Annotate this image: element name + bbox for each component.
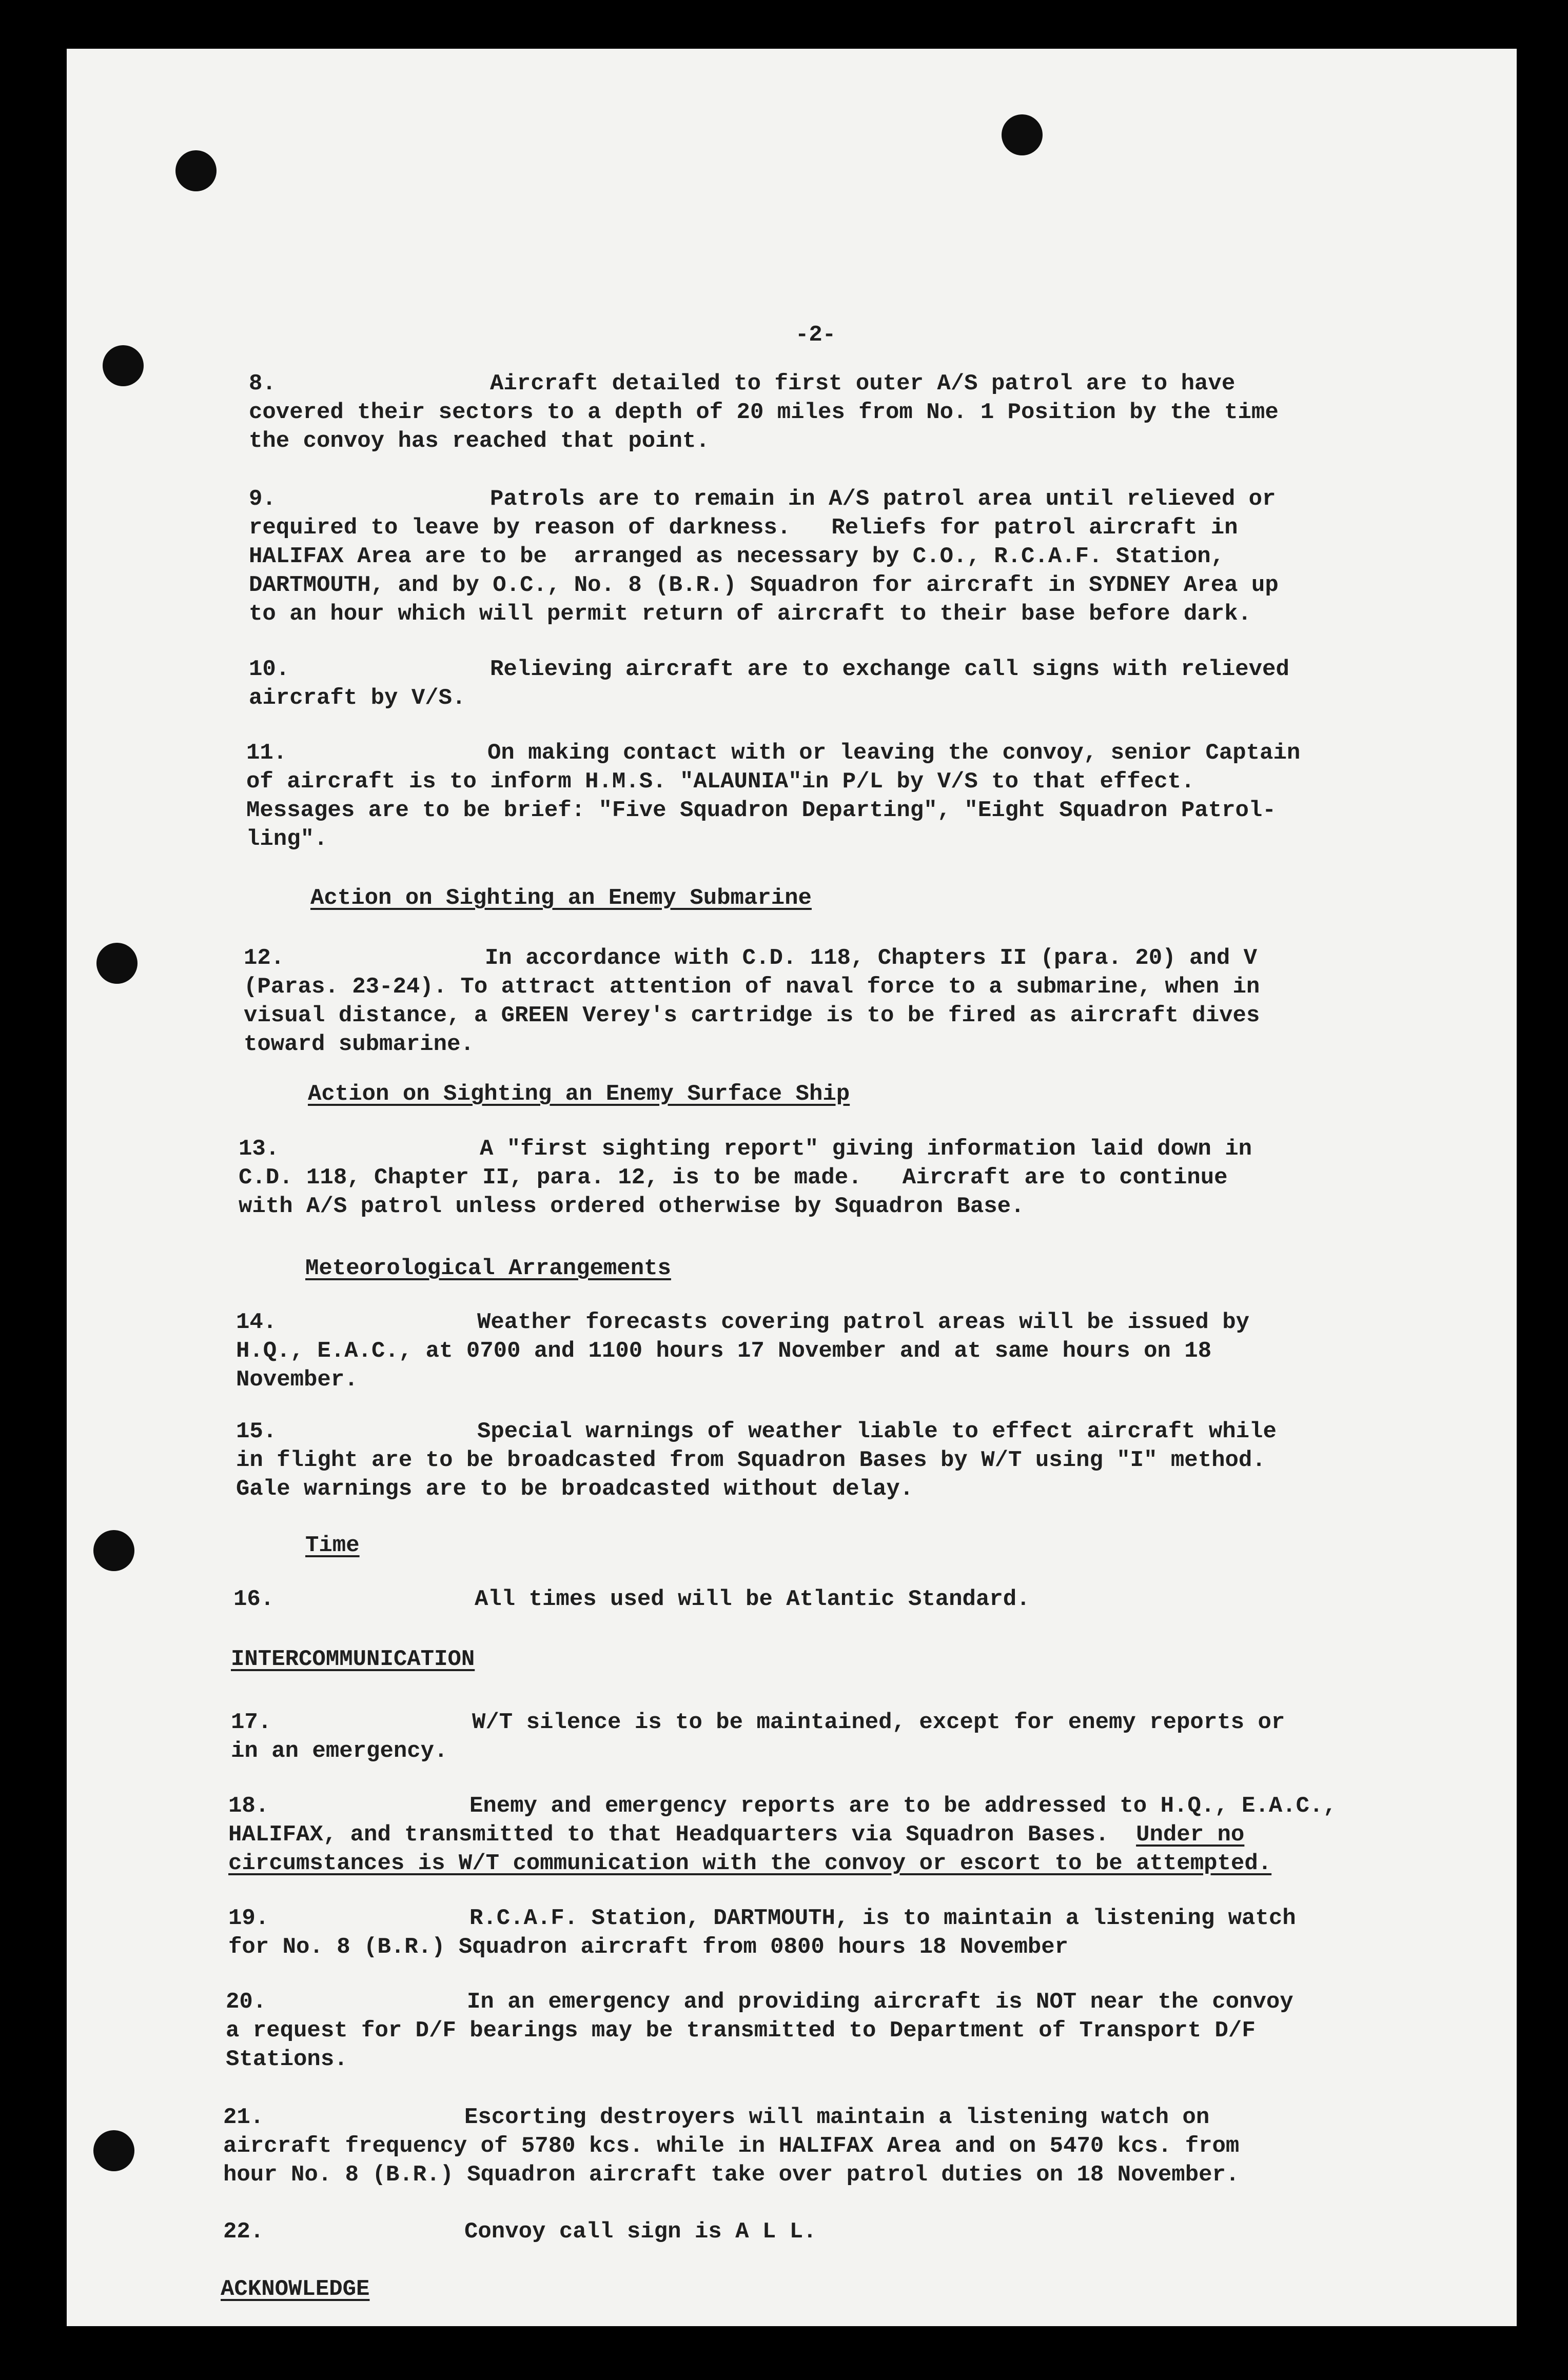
paragraph-line: to an hour which will permit return of aircraft to their base before dark. bbox=[249, 601, 1251, 627]
paragraph-line: toward submarine. bbox=[244, 1032, 474, 1057]
paragraph-line: Convoy call sign is A L L. bbox=[464, 2219, 817, 2245]
paragraph-line: A "first sighting report" giving information laid down in bbox=[480, 1136, 1252, 1162]
paragraph-line: H.Q., E.A.C., at 0700 and 1100 hours 17 November and at same hours on 18 bbox=[236, 1338, 1212, 1364]
paragraph-line: covered their sectors to a depth of 20 miles from No. 1 Position by the time bbox=[249, 400, 1279, 425]
paragraph-line: circumstances is W/T communication with the convoy or escort to be attempted. bbox=[228, 1851, 1272, 1876]
paragraph-11 bbox=[246, 739, 1442, 854]
heading-meteorological: Meteorological Arrangements bbox=[305, 1256, 671, 1281]
paragraph-line: ling". bbox=[246, 826, 328, 852]
paragraph-line: Aircraft detailed to first outer A/S patrol are to have bbox=[490, 371, 1236, 396]
paragraph-line: Stations. bbox=[226, 2047, 348, 2072]
paragraph-line: November. bbox=[236, 1367, 358, 1393]
paragraph-line: aircraft by V/S. bbox=[249, 685, 466, 711]
paragraph-number: 13. bbox=[239, 1136, 280, 1162]
paragraph-14 bbox=[236, 1308, 1432, 1394]
paragraph-10 bbox=[249, 655, 1444, 712]
paragraph-number: 12. bbox=[244, 945, 285, 971]
paragraph-number: 17. bbox=[231, 1710, 272, 1735]
page-number: -2- bbox=[795, 322, 836, 348]
paragraph-number: 9. bbox=[249, 486, 276, 512]
paragraph-18 bbox=[228, 1792, 1424, 1878]
paragraph-number: 11. bbox=[246, 740, 287, 766]
paragraph-line: Gale warnings are to be broadcasted without delay. bbox=[236, 1476, 914, 1502]
paragraph-line: In accordance with C.D. 118, Chapters II (para. 20) and V bbox=[485, 945, 1258, 971]
paragraph-21 bbox=[223, 2103, 1419, 2189]
paragraph-line bbox=[228, 1820, 1424, 1849]
underlined-text: Under no bbox=[1136, 1822, 1245, 1848]
paragraph-number: 22. bbox=[223, 2219, 264, 2245]
paragraph-20 bbox=[226, 1988, 1421, 2074]
heading-intercommunication: INTERCOMMUNICATION bbox=[231, 1647, 475, 1672]
paragraph-12 bbox=[244, 944, 1439, 1059]
paragraph-line: for No. 8 (B.R.) Squadron aircraft from 0800 hours 18 November bbox=[228, 1934, 1069, 1960]
paragraph-line: Special warnings of weather liable to effect aircraft while bbox=[477, 1419, 1277, 1444]
paragraph-line: a request for D/F bearings may be transmitted to Department of Transport D/F bbox=[226, 2018, 1256, 2044]
paragraph-15 bbox=[236, 1417, 1432, 1503]
paragraph-line: in flight are to be broadcasted from Squadron Bases by W/T using "I" method. bbox=[236, 1447, 1266, 1473]
paragraph-line: Relieving aircraft are to exchange call signs with relieved bbox=[490, 657, 1289, 682]
paragraph-22 bbox=[223, 2217, 1419, 2246]
paragraph-line: In an emergency and providing aircraft is NOT near the convoy bbox=[467, 1989, 1293, 2015]
paragraph-line: (Paras. 23-24). To attract attention of naval force to a submarine, when in bbox=[244, 974, 1260, 1000]
paragraph-line: DARTMOUTH, and by O.C., No. 8 (B.R.) Squadron for aircraft in SYDNEY Area up bbox=[249, 572, 1279, 598]
paragraph-line: Patrols are to remain in A/S patrol area until relieved or bbox=[490, 486, 1276, 512]
paragraph-number: 20. bbox=[226, 1989, 267, 2015]
paragraph-number: 15. bbox=[236, 1419, 277, 1444]
document-page bbox=[67, 49, 1517, 2326]
paragraph-line: Messages are to be brief: "Five Squadron Departing", "Eight Squadron Patrol- bbox=[246, 798, 1276, 823]
document-text bbox=[67, 49, 1517, 2326]
paragraph-line: R.C.A.F. Station, DARTMOUTH, is to maintain a listening watch bbox=[469, 1906, 1296, 1931]
paragraph-line: C.D. 118, Chapter II, para. 12, is to be made. Aircraft are to continue bbox=[239, 1165, 1228, 1191]
paragraph-line: hour No. 8 (B.R.) Squadron aircraft take over patrol duties on 18 November. bbox=[223, 2162, 1240, 2188]
paragraph-line: visual distance, a GREEN Verey's cartridge is to be fired as aircraft dives bbox=[244, 1003, 1260, 1028]
paragraph-number: 8. bbox=[249, 371, 276, 396]
paragraph-line: the convoy has reached that point. bbox=[249, 428, 710, 454]
paragraph-line: Weather forecasts covering patrol areas will be issued by bbox=[477, 1310, 1250, 1335]
paragraph-number: 18. bbox=[228, 1793, 269, 1819]
paragraph-number: 19. bbox=[228, 1906, 269, 1931]
paragraph-line: of aircraft is to inform H.M.S. "ALAUNIA"in P/L by V/S to that effect. bbox=[246, 769, 1195, 795]
heading-acknowledge: ACKNOWLEDGE bbox=[221, 2276, 370, 2302]
paragraph-line: On making contact with or leaving the convoy, senior Captain bbox=[487, 740, 1301, 766]
paragraph-number: 10. bbox=[249, 657, 290, 682]
paragraph-number: 16. bbox=[233, 1586, 275, 1612]
paragraph-line: Escorting destroyers will maintain a listening watch on bbox=[464, 2105, 1210, 2130]
paragraph-number: 21. bbox=[223, 2105, 264, 2130]
paragraph-16 bbox=[233, 1585, 1429, 1614]
paragraph-line: aircraft frequency of 5780 kcs. while in HALIFAX Area and on 5470 kcs. from bbox=[223, 2133, 1240, 2159]
paragraph-line: required to leave by reason of darkness. Reliefs for patrol aircraft in bbox=[249, 515, 1238, 541]
paragraph-9 bbox=[249, 485, 1444, 628]
paragraph-line: W/T silence is to be maintained, except for enemy reports or bbox=[472, 1710, 1285, 1735]
paragraph-line-text: HALIFAX, and transmitted to that Headquarters via Squadron Bases. bbox=[228, 1822, 1109, 1848]
paragraph-19 bbox=[228, 1904, 1424, 1961]
paragraph-line: with A/S patrol unless ordered otherwise by Squadron Base. bbox=[239, 1194, 1025, 1219]
paragraph-line: Enemy and emergency reports are to be addressed to H.Q., E.A.C., bbox=[469, 1793, 1337, 1819]
paragraph-8 bbox=[249, 369, 1444, 455]
paragraph-line: HALIFAX Area are to be arranged as necessary by C.O., R.C.A.F. Station, bbox=[249, 544, 1225, 569]
paragraph-13 bbox=[239, 1135, 1434, 1221]
paragraph-17 bbox=[231, 1708, 1426, 1766]
heading-surface-ship: Action on Sighting an Enemy Surface Ship bbox=[308, 1081, 850, 1107]
paragraph-line: All times used will be Atlantic Standard. bbox=[475, 1586, 1030, 1612]
paragraph-line: in an emergency. bbox=[231, 1738, 448, 1764]
heading-submarine: Action on Sighting an Enemy Submarine bbox=[310, 885, 812, 911]
paragraph-number: 14. bbox=[236, 1310, 277, 1335]
heading-time: Time bbox=[305, 1533, 360, 1558]
